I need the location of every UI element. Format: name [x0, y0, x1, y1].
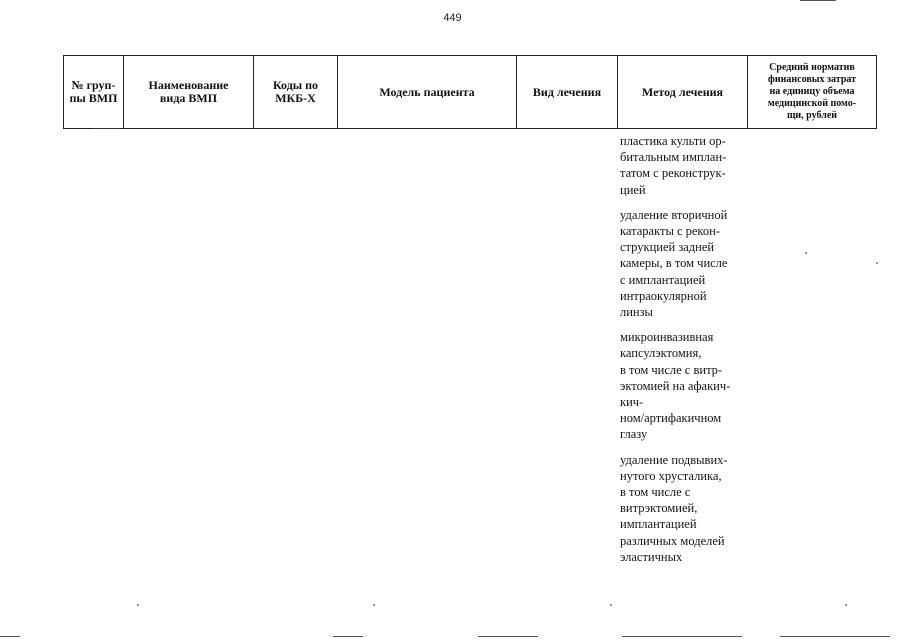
method-item: удаление вторичной катаракты с рекон- струкцией задней камеры, в том числе с имплантацией интраокулярной линзы — [620, 207, 728, 320]
scan-dot — [876, 262, 878, 264]
scan-dot — [373, 604, 375, 606]
method-item: микроинвазивная капсулэктомия, в том числе с витр- эктомией на афакич- кич- ном/артифакичном глазу — [620, 330, 731, 442]
header-group-number: № груп- пы ВМП — [64, 56, 124, 128]
scan-dot — [805, 252, 807, 254]
scan-line — [622, 636, 742, 637]
header-vmp-type-name: Наименование вида ВМП — [124, 56, 254, 128]
scan-line — [478, 636, 538, 637]
header-treatment-method: Метод лечения — [618, 56, 748, 128]
method-item: удаление подвывих- нутого хрусталика, в том числе с витрэктомией, имплантацией различных моделей эластичных — [620, 452, 728, 564]
treatment-method-column — [620, 133, 750, 574]
method-item: пластика культи ор- битальным имплан- татом с реконструк- цией — [620, 134, 727, 197]
page-number: 449 — [443, 12, 462, 24]
scan-dot — [845, 604, 847, 606]
scan-line — [333, 636, 363, 637]
scan-line — [0, 636, 20, 637]
header-treatment-type: Вид лечения — [517, 56, 618, 128]
scan-dot — [610, 604, 612, 606]
header-average-cost: Средний норматив финансовых затрат на единицу объема медицинской помо- щи, рублей — [767, 62, 857, 121]
scan-line — [800, 0, 836, 1]
header-icd-codes: Коды по МКБ-Х — [254, 56, 338, 128]
scan-line — [780, 636, 890, 637]
header-patient-model: Модель пациента — [338, 56, 517, 128]
scan-line — [92, 128, 122, 129]
scan-dot — [137, 604, 139, 606]
table-header — [63, 55, 877, 129]
